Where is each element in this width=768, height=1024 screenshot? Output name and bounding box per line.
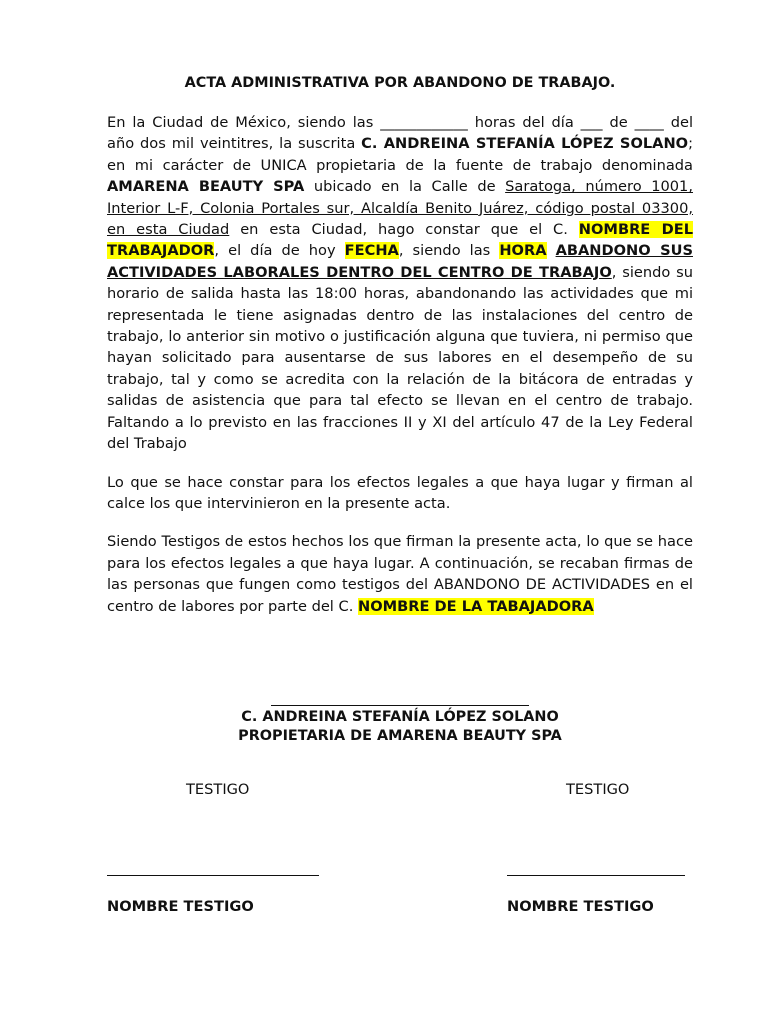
text-segment: , siendo las [398,242,500,260]
abandon-statement: ABANDONO SUS ACTIVIDADES LABORALES DENTRO DEL CENTRO DE TRABAJO [107,242,693,281]
text-segment [547,242,556,259]
witness-name-left: NOMBRE TESTIGO [107,898,254,915]
business-address: Saratoga, número 1001, Interior L-F, Colonia Portales sur, Alcaldía Benito Juárez, código postal 03300, en esta Ciudad [107,178,693,239]
document-body [107,112,693,634]
text-segment: ubicado en la Calle de [304,178,506,196]
business-name: AMARENA BEAUTY SPA [107,178,305,196]
owner-signature-role: PROPIETARIA DE AMARENA BEAUTY SPA [238,728,562,744]
owner-signature-block [107,708,693,746]
document-title: ACTA ADMINISTRATIVA POR ABANDONO DE TRABAJO. [184,75,616,91]
text-segment: , siendo su horario de salida hasta las 18:00 horas, abandonando las actividades que mi representada le tiene asignadas dentro de las instalaciones del centro de trabajo, lo anterior sin motivo o justificación alguna que tuviera, ni permiso que hayan solicitado para ausentarse de sus labores en el desempeño de su trabajo, tal y como se acredita con la relación de la bitácora de entradas y salidas de asistencia que para tal efecto se llevan en el centro de trabajo. Faltando a lo previsto en las fracciones II y XI del artículo 47 de la Ley Federal del Trabajo [107,263,693,453]
worker-name-placeholder: NOMBRE DEL TRABAJADOR [107,221,694,260]
witness-label-right: TESTIGO [566,781,630,798]
witness-name-right: NOMBRE TESTIGO [507,898,654,915]
owner-signature-line [271,688,529,706]
worker-name-placeholder-2: NOMBRE DE LA TABAJADORA [357,597,594,615]
text-segment: , el día de hoy [214,242,345,260]
owner-name: C. ANDREINA STEFANÍA LÓPEZ SOLANO [361,135,689,153]
witness-signature-line-right [507,858,685,876]
owner-signature-name: C. ANDREINA STEFANÍA LÓPEZ SOLANO [241,709,559,725]
paragraph-legal-effects: Lo que se hace constar para los efectos legales a que haya lugar y firman al calce los que intervinieron en la presente acta. [107,473,693,512]
date-placeholder: FECHA [344,242,399,260]
text-segment: En la Ciudad de México, siendo las ____________ horas del día ___ de ____ del año dos mil veintitres, la suscrita [107,114,693,153]
text-segment: Siendo Testigos de estos hechos los que firman la presente acta, lo que se hace para los efectos legales a que haya lugar. A continuación, se recaban firmas de las personas que fungen como testigos del ABANDONO DE ACTIVIDADES en el centro de labores por parte del C. [107,533,693,615]
paragraph-act-statement [107,112,693,455]
witness-signature-line-left [107,858,319,876]
witness-label-left: TESTIGO [186,781,250,798]
time-placeholder: HORA [499,242,547,260]
paragraph-witnesses [107,531,693,617]
text-segment: en esta Ciudad, hago constar que el C. [229,221,579,239]
text-segment: ; en mi carácter de UNICA propietaria de la fuente de trabajo denominada [107,135,693,174]
